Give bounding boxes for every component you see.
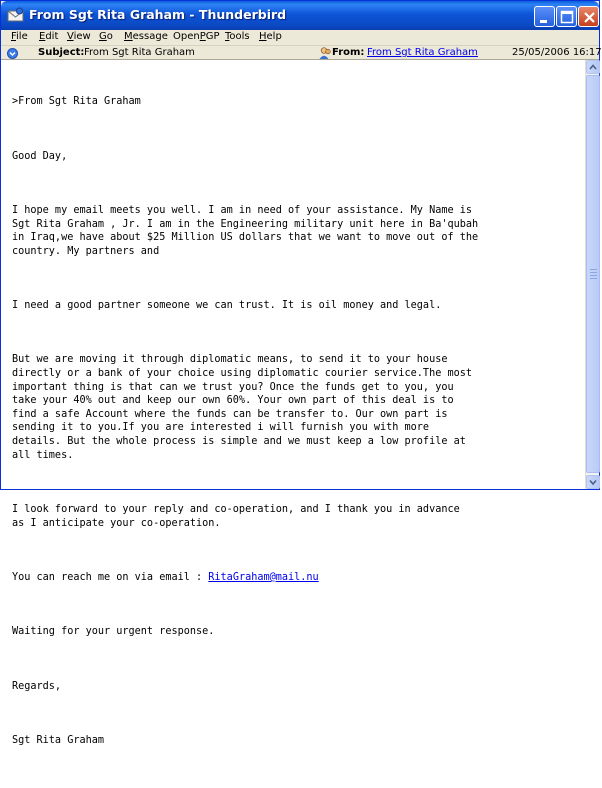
menu-help[interactable]: Help <box>259 31 282 42</box>
closing-line: Waiting for your urgent response. <box>12 626 215 638</box>
menu-bar <box>1 30 599 45</box>
scroll-down-button[interactable] <box>586 475 600 489</box>
grip-line <box>590 272 597 273</box>
signature-line: Sgt Rita Graham <box>12 735 105 747</box>
message-paragraph: I need a good partner someone we can trust. It is oil money and legal. <box>12 300 442 312</box>
minimize-button[interactable] <box>534 6 555 27</box>
subject-value: From Sgt Rita Graham <box>84 47 195 58</box>
email-line <box>12 571 582 585</box>
envelope-icon <box>7 7 24 23</box>
grip-line <box>590 269 597 270</box>
expand-header-icon[interactable] <box>7 48 18 59</box>
maximize-button[interactable] <box>556 6 577 27</box>
closing-line: Regards, <box>12 680 62 692</box>
menu-openpgp[interactable]: OpenPGP <box>173 31 220 42</box>
maximize-icon <box>557 7 578 28</box>
window-title: From Sgt Rita Graham - Thunderbird <box>29 7 287 22</box>
email-prefix: You can reach me on via email : <box>12 571 209 583</box>
menu-tools[interactable]: Tools <box>225 31 250 42</box>
message-body-pane[interactable] <box>1 60 585 747</box>
menu-go[interactable]: Go <box>99 31 113 42</box>
vertical-scrollbar[interactable] <box>585 60 599 489</box>
message-text <box>12 68 582 788</box>
menu-edit[interactable]: Edit <box>39 31 59 42</box>
grip-line <box>590 278 597 279</box>
close-button[interactable] <box>578 6 599 27</box>
person-icon <box>319 47 332 59</box>
scroll-thumb[interactable] <box>586 75 600 473</box>
message-paragraph: I look forward to your reply and co-operation, and I thank you in advance as I anticipate your co-operation. <box>12 504 460 529</box>
arrow-down-icon <box>587 476 599 488</box>
arrow-up-icon <box>587 61 599 73</box>
message-paragraph: I hope my email meets you well. I am in need of your assistance. My Name is Sgt Rita Graham , Jr. I am in the Engineering military unit here in Ba'qubah in Iraq,we have about $25 Million US dollars that we want to move out of the country. My partners and <box>12 204 479 257</box>
from-link[interactable]: From Sgt Rita Graham <box>367 47 478 58</box>
message-paragraph: Good Day, <box>12 150 68 162</box>
message-date: 25/05/2006 16:17 <box>512 47 602 58</box>
title-bar[interactable] <box>1 1 599 30</box>
message-header <box>1 45 602 60</box>
subject-label: Subject: <box>38 47 85 58</box>
minimize-icon <box>535 7 556 28</box>
message-paragraph: >From Sgt Rita Graham <box>12 96 141 108</box>
message-paragraph: But we are moving it through diplomatic means, to send it to your house directly or a bank of your choice using diplomatic courier service.The most important thing is that can we trust you? Once the funds get to you, you take your 40% out and keep our own 60%. Your own part of this deal is to find a safe Account where the funds can be transfer to. Our own part is sending it to you.If you are interested i will furnish you with more details. But the whole process is simple and we must keep a low profile at all times. <box>12 354 473 461</box>
menu-message[interactable]: Message <box>124 31 168 42</box>
menu-view[interactable]: View <box>67 31 91 42</box>
scroll-up-button[interactable] <box>586 60 600 74</box>
from-label: From: <box>332 47 365 58</box>
menu-file[interactable]: File <box>11 31 28 42</box>
email-link[interactable]: RitaGraham@mail.nu <box>208 571 319 583</box>
grip-line <box>590 275 597 276</box>
close-icon <box>579 7 600 28</box>
